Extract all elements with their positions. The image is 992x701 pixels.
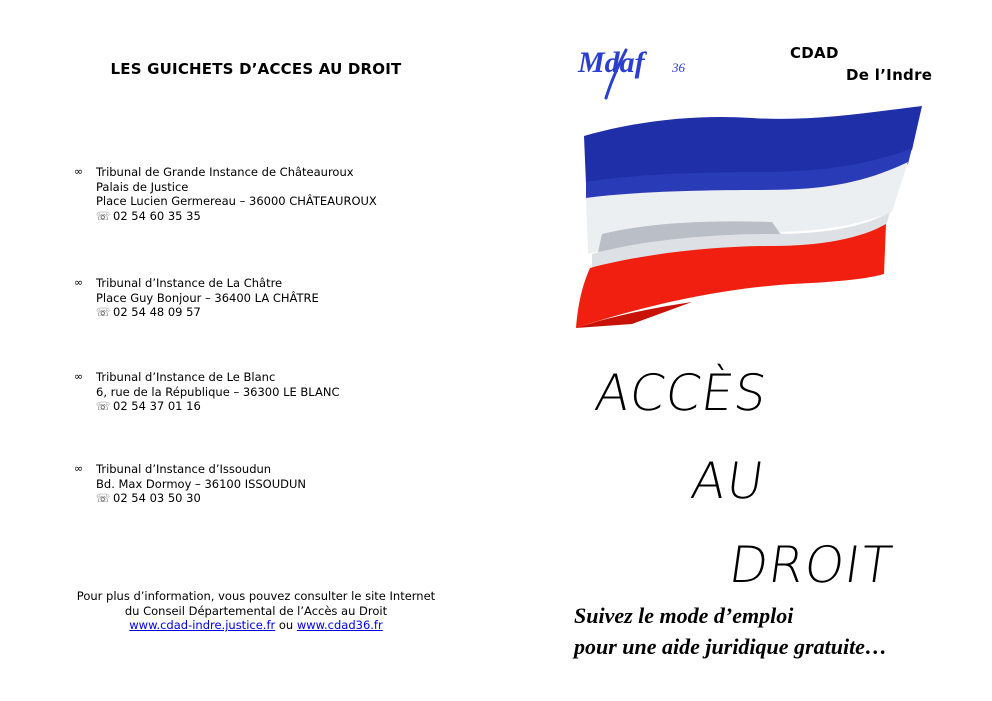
bullet-icon: ∞ bbox=[74, 462, 84, 475]
footer-text: du Conseil Départemental de l’Accès au Droit bbox=[124, 603, 388, 618]
court-address: Place Lucien Germereau – 36000 CHÂTEAUROUX bbox=[96, 194, 377, 209]
website-link-cdad-indre[interactable]: www.cdad-indre.justice.fr bbox=[129, 618, 276, 633]
org-name: CDAD bbox=[790, 44, 839, 62]
court-phone bbox=[96, 305, 319, 320]
bullet-icon: ∞ bbox=[74, 165, 84, 178]
page-title: LES GUICHETS D’ACCES AU DROIT bbox=[110, 60, 402, 78]
court-address: Bd. Max Dormoy – 36100 ISSOUDUN bbox=[96, 476, 307, 491]
subtitle-line: pour une aide juridique gratuite… bbox=[574, 634, 887, 659]
bullet-icon: ∞ bbox=[74, 370, 84, 383]
website-link-cdad36[interactable]: www.cdad36.fr bbox=[296, 618, 383, 633]
phone-number: 02 54 37 01 16 bbox=[113, 399, 201, 414]
subtitle bbox=[574, 600, 887, 662]
subtitle-line: Suivez le mode d’emploi bbox=[574, 603, 794, 628]
court-address: 6, rue de la République – 36300 LE BLANC bbox=[96, 384, 340, 399]
bullet-icon: ∞ bbox=[74, 276, 84, 289]
court-name: Tribunal de Grande Instance de Châteauroux bbox=[96, 165, 354, 179]
court-address: Palais de Justice bbox=[96, 179, 189, 194]
headline-word-au: AU bbox=[687, 452, 769, 510]
court-name: Tribunal d’Instance d’Issoudun bbox=[96, 462, 272, 476]
phone-icon: ☏ bbox=[96, 208, 111, 223]
phone-icon: ☏ bbox=[96, 491, 111, 506]
phone-number: 02 54 60 35 35 bbox=[113, 208, 201, 223]
info-footer bbox=[40, 589, 472, 633]
headline-word-droit: DROIT bbox=[725, 536, 897, 594]
waving-flag-image bbox=[572, 104, 926, 330]
footer-text: Pour plus d’information, vous pouvez consulter le site Internet bbox=[76, 589, 436, 603]
logo-number: 36 bbox=[672, 60, 685, 75]
org-department: De l’Indre bbox=[846, 66, 933, 84]
court-phone bbox=[96, 209, 377, 224]
court-phone bbox=[96, 491, 306, 506]
headline-word-acces: ACCÈS bbox=[591, 364, 772, 422]
logo-text: Mdaf bbox=[578, 46, 645, 79]
footer-links bbox=[40, 618, 472, 633]
court-name: Tribunal d’Instance de Le Blanc bbox=[96, 370, 276, 384]
court-name: Tribunal d’Instance de La Châtre bbox=[96, 276, 283, 290]
footer-connector: ou bbox=[278, 618, 294, 633]
phone-icon: ☏ bbox=[96, 399, 111, 414]
mdaj-logo bbox=[576, 40, 706, 110]
court-phone bbox=[96, 399, 339, 414]
phone-number: 02 54 03 50 30 bbox=[113, 491, 201, 506]
court-address: Place Guy Bonjour – 36400 LA CHÂTRE bbox=[96, 290, 319, 305]
phone-number: 02 54 48 09 57 bbox=[113, 305, 201, 320]
phone-icon: ☏ bbox=[96, 305, 111, 320]
